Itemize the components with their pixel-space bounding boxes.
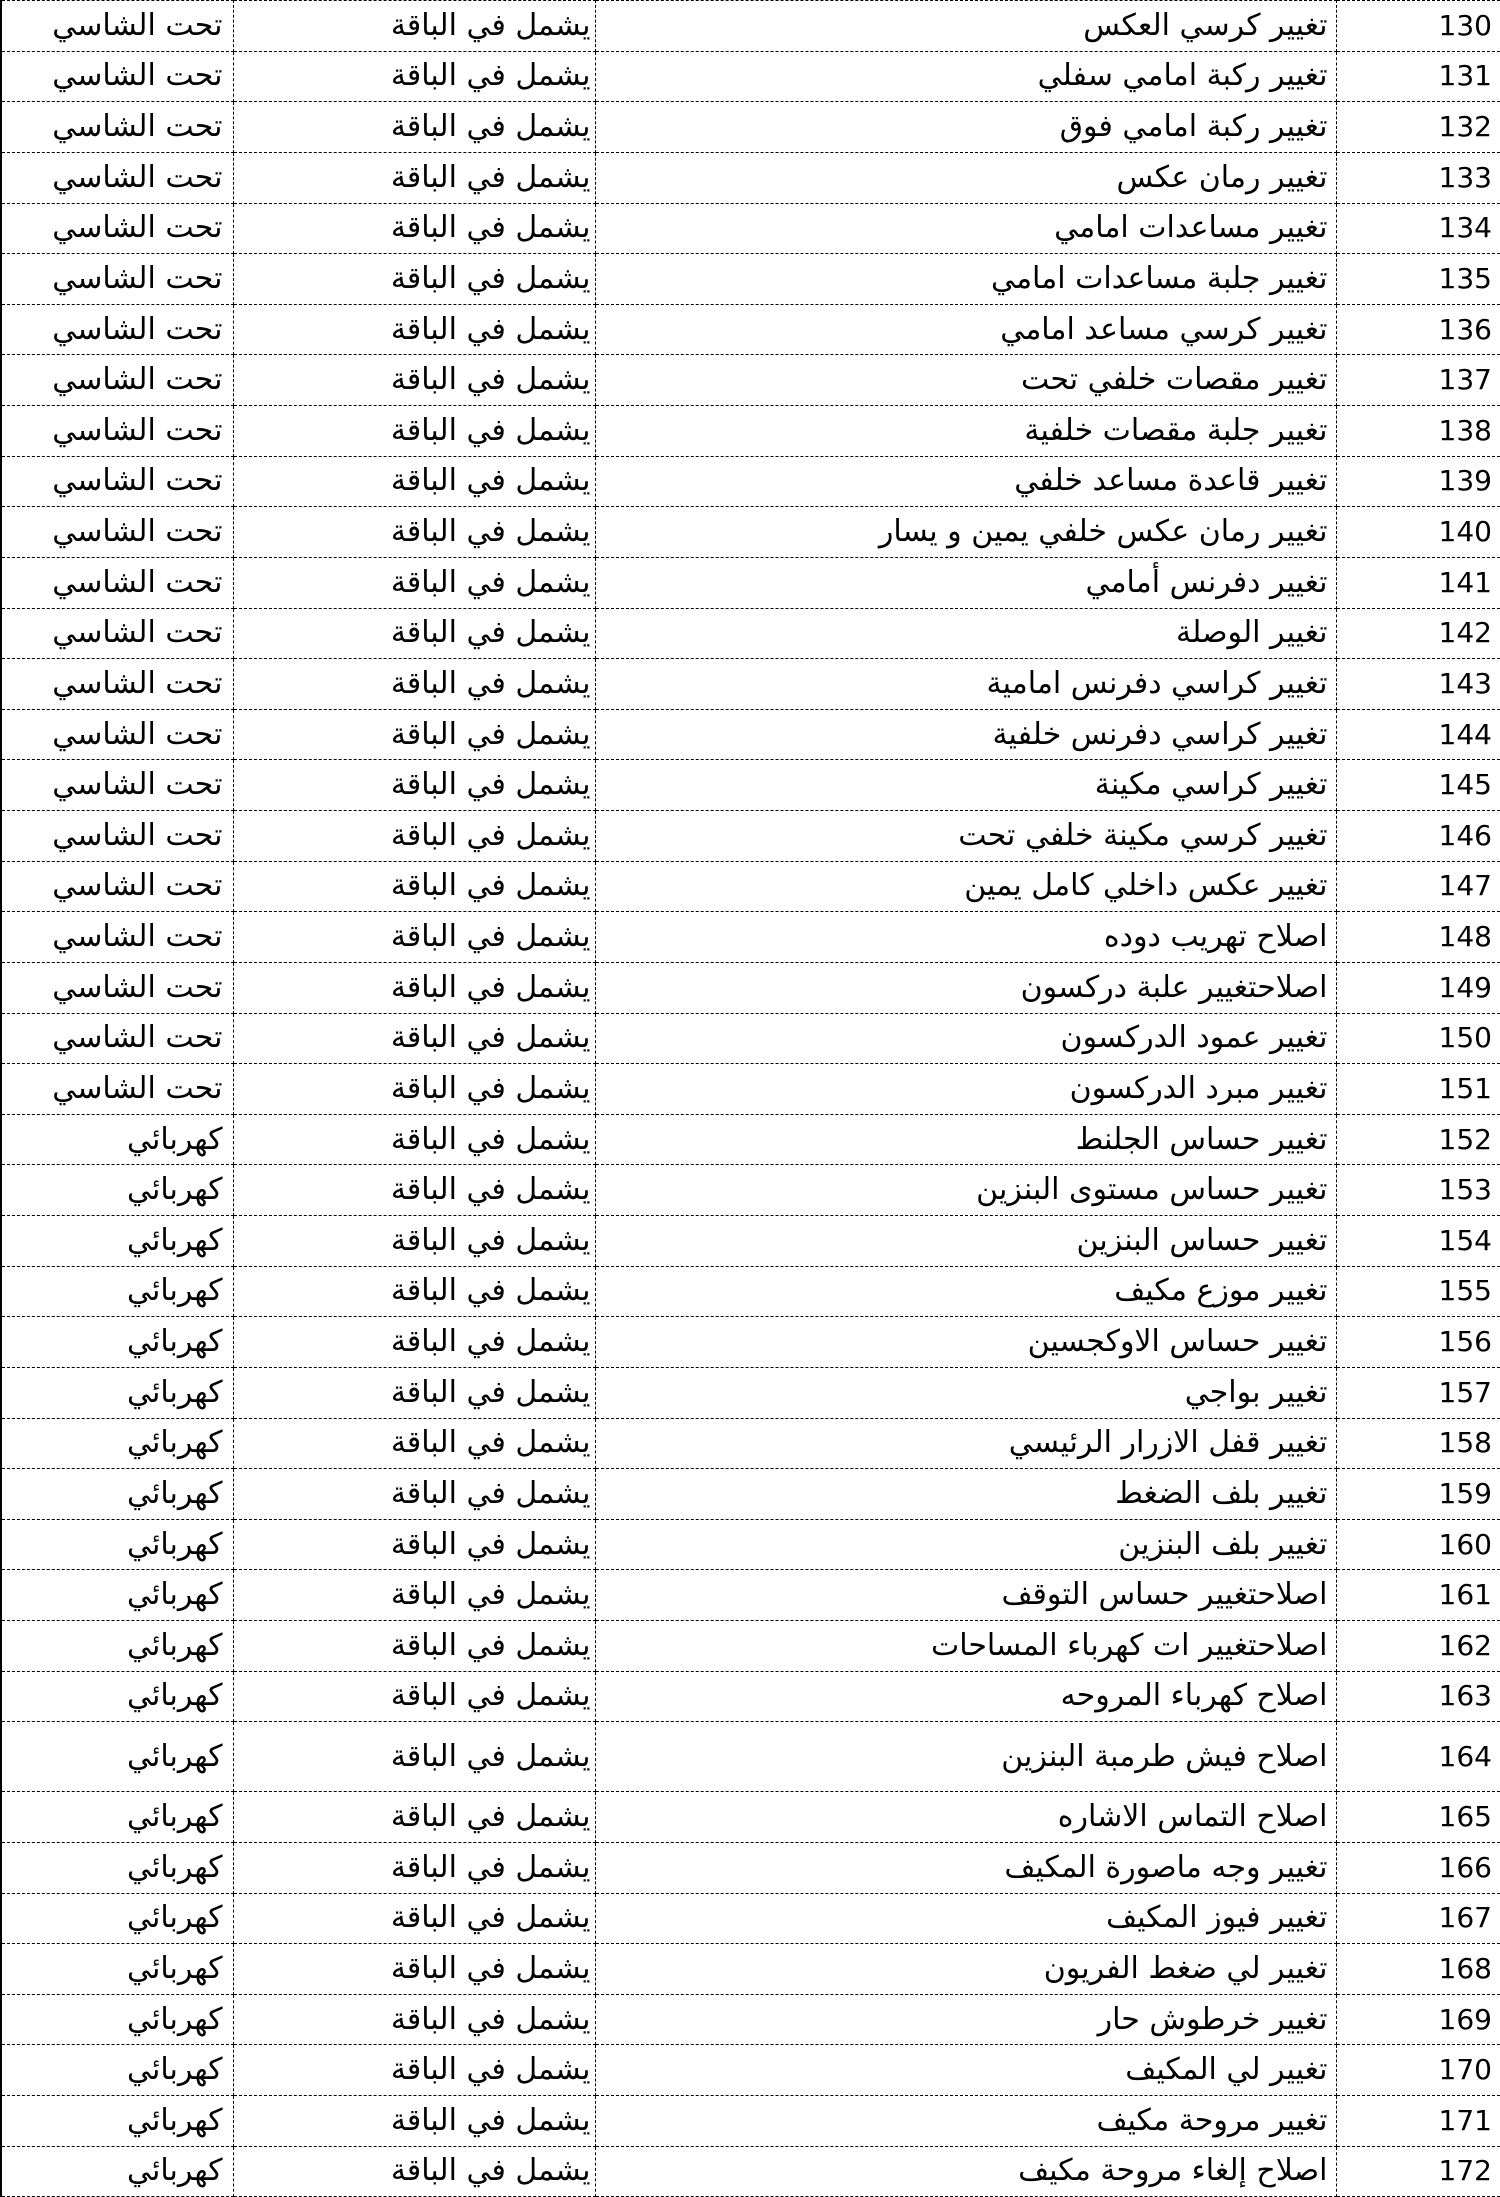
coverage-cell: يشمل في الباقة bbox=[233, 1893, 595, 1944]
service-cell: تغيير رمان عكس bbox=[595, 152, 1336, 203]
table-row bbox=[1, 2096, 1500, 2147]
table-row bbox=[1, 1519, 1500, 1570]
category-cell: تحت الشاسي bbox=[1, 709, 233, 760]
service-cell: اصلاحتغيير حساس التوقف bbox=[595, 1570, 1336, 1621]
category-cell: تحت الشاسي bbox=[1, 203, 233, 254]
category-cell: تحت الشاسي bbox=[1, 1013, 233, 1064]
table-row bbox=[1, 1317, 1500, 1368]
coverage-cell: يشمل في الباقة bbox=[233, 1792, 595, 1843]
coverage-cell: يشمل في الباقة bbox=[233, 507, 595, 558]
coverage-cell: يشمل في الباقة bbox=[233, 709, 595, 760]
coverage-cell: يشمل في الباقة bbox=[233, 861, 595, 912]
row-number-cell: 167 bbox=[1336, 1893, 1500, 1944]
table-row bbox=[1, 1621, 1500, 1672]
category-cell: تحت الشاسي bbox=[1, 355, 233, 406]
coverage-cell: يشمل في الباقة bbox=[233, 557, 595, 608]
row-number-cell: 132 bbox=[1336, 102, 1500, 153]
coverage-cell: يشمل في الباقة bbox=[233, 254, 595, 305]
coverage-cell: يشمل في الباقة bbox=[233, 1013, 595, 1064]
table-row bbox=[1, 1, 1500, 52]
category-cell: كهربائي bbox=[1, 1114, 233, 1165]
service-cell: تغيير مساعدات امامي bbox=[595, 203, 1336, 254]
service-cell: تغيير مقصات خلفي تحت bbox=[595, 355, 1336, 406]
table-row bbox=[1, 912, 1500, 963]
category-cell: تحت الشاسي bbox=[1, 962, 233, 1013]
service-cell: تغيير كرسي مساعد امامي bbox=[595, 304, 1336, 355]
row-number-cell: 139 bbox=[1336, 456, 1500, 507]
category-cell: كهربائي bbox=[1, 1792, 233, 1843]
table-row bbox=[1, 102, 1500, 153]
table-row bbox=[1, 811, 1500, 862]
service-cell: تغيير رمان عكس خلفي يمين و يسار bbox=[595, 507, 1336, 558]
service-cell: اصلاح كهرباء المروحه bbox=[595, 1671, 1336, 1722]
table-row bbox=[1, 1013, 1500, 1064]
coverage-cell: يشمل في الباقة bbox=[233, 1064, 595, 1115]
row-number-cell: 138 bbox=[1336, 406, 1500, 457]
service-cell: اصلاح فيش طرمبة البنزين bbox=[595, 1722, 1336, 1792]
service-cell: تغيير حساس الاوكجسين bbox=[595, 1317, 1336, 1368]
row-number-cell: 158 bbox=[1336, 1418, 1500, 1469]
coverage-cell: يشمل في الباقة bbox=[233, 1266, 595, 1317]
service-cell: اصلاح التماس الاشاره bbox=[595, 1792, 1336, 1843]
table-row bbox=[1, 456, 1500, 507]
service-cell: تغيير حساس مستوى البنزين bbox=[595, 1165, 1336, 1216]
service-cell: تغيير عكس داخلي كامل يمين bbox=[595, 861, 1336, 912]
category-cell: كهربائي bbox=[1, 1722, 233, 1792]
service-cell: تغيير فيوز المكيف bbox=[595, 1893, 1336, 1944]
table-row bbox=[1, 1893, 1500, 1944]
category-cell: تحت الشاسي bbox=[1, 456, 233, 507]
category-cell: كهربائي bbox=[1, 1266, 233, 1317]
row-number-cell: 146 bbox=[1336, 811, 1500, 862]
table-row bbox=[1, 1994, 1500, 2045]
table-row bbox=[1, 152, 1500, 203]
service-cell: تغيير حساس البنزين bbox=[595, 1216, 1336, 1267]
coverage-cell: يشمل في الباقة bbox=[233, 2146, 595, 2197]
coverage-cell: يشمل في الباقة bbox=[233, 1994, 595, 2045]
row-number-cell: 135 bbox=[1336, 254, 1500, 305]
service-cell: تغيير بواجي bbox=[595, 1367, 1336, 1418]
row-number-cell: 134 bbox=[1336, 203, 1500, 254]
row-number-cell: 164 bbox=[1336, 1722, 1500, 1792]
service-cell: تغيير كراسي مكينة bbox=[595, 760, 1336, 811]
category-cell: تحت الشاسي bbox=[1, 861, 233, 912]
service-cell: اصلاح إلغاء مروحة مكيف bbox=[595, 2146, 1336, 2197]
coverage-cell: يشمل في الباقة bbox=[233, 1842, 595, 1893]
table-row bbox=[1, 2146, 1500, 2197]
category-cell: كهربائي bbox=[1, 1469, 233, 1520]
table-row bbox=[1, 861, 1500, 912]
row-number-cell: 172 bbox=[1336, 2146, 1500, 2197]
row-number-cell: 170 bbox=[1336, 2045, 1500, 2096]
coverage-cell: يشمل في الباقة bbox=[233, 1114, 595, 1165]
row-number-cell: 133 bbox=[1336, 152, 1500, 203]
row-number-cell: 145 bbox=[1336, 760, 1500, 811]
row-number-cell: 171 bbox=[1336, 2096, 1500, 2147]
category-cell: تحت الشاسي bbox=[1, 406, 233, 457]
row-number-cell: 153 bbox=[1336, 1165, 1500, 1216]
category-cell: كهربائي bbox=[1, 1621, 233, 1672]
category-cell: كهربائي bbox=[1, 1519, 233, 1570]
category-cell: تحت الشاسي bbox=[1, 760, 233, 811]
row-number-cell: 169 bbox=[1336, 1994, 1500, 2045]
category-cell: كهربائي bbox=[1, 1671, 233, 1722]
category-cell: تحت الشاسي bbox=[1, 304, 233, 355]
service-cell: تغيير الوصلة bbox=[595, 608, 1336, 659]
service-cell: تغيير مروحة مكيف bbox=[595, 2096, 1336, 2147]
coverage-cell: يشمل في الباقة bbox=[233, 1, 595, 52]
coverage-cell: يشمل في الباقة bbox=[233, 760, 595, 811]
service-cell: تغيير قفل الازرار الرئيسي bbox=[595, 1418, 1336, 1469]
row-number-cell: 143 bbox=[1336, 659, 1500, 710]
coverage-cell: يشمل في الباقة bbox=[233, 608, 595, 659]
row-number-cell: 142 bbox=[1336, 608, 1500, 659]
service-cell: تغيير كراسي دفرنس خلفية bbox=[595, 709, 1336, 760]
service-cell: تغيير وجه ماصورة المكيف bbox=[595, 1842, 1336, 1893]
coverage-cell: يشمل في الباقة bbox=[233, 1165, 595, 1216]
coverage-cell: يشمل في الباقة bbox=[233, 2096, 595, 2147]
service-cell: تغيير ركبة امامي فوق bbox=[595, 102, 1336, 153]
category-cell: كهربائي bbox=[1, 2146, 233, 2197]
coverage-cell: يشمل في الباقة bbox=[233, 355, 595, 406]
coverage-cell: يشمل في الباقة bbox=[233, 304, 595, 355]
row-number-cell: 156 bbox=[1336, 1317, 1500, 1368]
category-cell: تحت الشاسي bbox=[1, 659, 233, 710]
row-number-cell: 159 bbox=[1336, 1469, 1500, 1520]
table-row bbox=[1, 1944, 1500, 1995]
category-cell: كهربائي bbox=[1, 1994, 233, 2045]
service-cell: تغيير لي المكيف bbox=[595, 2045, 1336, 2096]
coverage-cell: يشمل في الباقة bbox=[233, 1621, 595, 1672]
category-cell: كهربائي bbox=[1, 1317, 233, 1368]
table-row bbox=[1, 1064, 1500, 1115]
service-cell: تغيير جلبة مساعدات امامي bbox=[595, 254, 1336, 305]
row-number-cell: 141 bbox=[1336, 557, 1500, 608]
category-cell: كهربائي bbox=[1, 1570, 233, 1621]
table-row bbox=[1, 355, 1500, 406]
coverage-cell: يشمل في الباقة bbox=[233, 1367, 595, 1418]
row-number-cell: 136 bbox=[1336, 304, 1500, 355]
table-row bbox=[1, 254, 1500, 305]
table-row bbox=[1, 760, 1500, 811]
table-row bbox=[1, 304, 1500, 355]
service-cell: اصلاحتغيير علبة دركسون bbox=[595, 962, 1336, 1013]
coverage-cell: يشمل في الباقة bbox=[233, 912, 595, 963]
service-cell: تغيير لي ضغط الفريون bbox=[595, 1944, 1336, 1995]
table-row bbox=[1, 962, 1500, 1013]
coverage-cell: يشمل في الباقة bbox=[233, 456, 595, 507]
row-number-cell: 151 bbox=[1336, 1064, 1500, 1115]
row-number-cell: 160 bbox=[1336, 1519, 1500, 1570]
table-row bbox=[1, 1722, 1500, 1792]
coverage-cell: يشمل في الباقة bbox=[233, 1519, 595, 1570]
table-row bbox=[1, 659, 1500, 710]
service-cell: تغيير حساس الجلنط bbox=[595, 1114, 1336, 1165]
table-row bbox=[1, 406, 1500, 457]
category-cell: كهربائي bbox=[1, 1842, 233, 1893]
table-row bbox=[1, 1842, 1500, 1893]
category-cell: كهربائي bbox=[1, 1418, 233, 1469]
table-row bbox=[1, 557, 1500, 608]
category-cell: تحت الشاسي bbox=[1, 254, 233, 305]
coverage-cell: يشمل في الباقة bbox=[233, 102, 595, 153]
service-cell: تغيير بلف الضغط bbox=[595, 1469, 1336, 1520]
service-cell: اصلاح تهريب دوده bbox=[595, 912, 1336, 963]
table-row bbox=[1, 507, 1500, 558]
service-cell: تغيير كرسي مكينة خلفي تحت bbox=[595, 811, 1336, 862]
coverage-cell: يشمل في الباقة bbox=[233, 1570, 595, 1621]
service-cell: تغيير كراسي دفرنس امامية bbox=[595, 659, 1336, 710]
table-row bbox=[1, 1367, 1500, 1418]
service-cell: تغيير مبرد الدركسون bbox=[595, 1064, 1336, 1115]
category-cell: تحت الشاسي bbox=[1, 912, 233, 963]
category-cell: كهربائي bbox=[1, 1216, 233, 1267]
service-cell: تغيير قاعدة مساعد خلفي bbox=[595, 456, 1336, 507]
row-number-cell: 147 bbox=[1336, 861, 1500, 912]
category-cell: تحت الشاسي bbox=[1, 152, 233, 203]
category-cell: كهربائي bbox=[1, 2045, 233, 2096]
row-number-cell: 166 bbox=[1336, 1842, 1500, 1893]
row-number-cell: 163 bbox=[1336, 1671, 1500, 1722]
services-table-body bbox=[1, 1, 1500, 2197]
coverage-cell: يشمل في الباقة bbox=[233, 811, 595, 862]
category-cell: تحت الشاسي bbox=[1, 811, 233, 862]
category-cell: كهربائي bbox=[1, 2096, 233, 2147]
service-cell: تغيير عمود الدركسون bbox=[595, 1013, 1336, 1064]
table-row bbox=[1, 1266, 1500, 1317]
row-number-cell: 157 bbox=[1336, 1367, 1500, 1418]
table-row bbox=[1, 51, 1500, 102]
category-cell: كهربائي bbox=[1, 1165, 233, 1216]
row-number-cell: 144 bbox=[1336, 709, 1500, 760]
category-cell: تحت الشاسي bbox=[1, 507, 233, 558]
category-cell: تحت الشاسي bbox=[1, 557, 233, 608]
service-cell: تغيير كرسي العكس bbox=[595, 1, 1336, 52]
coverage-cell: يشمل في الباقة bbox=[233, 51, 595, 102]
coverage-cell: يشمل في الباقة bbox=[233, 203, 595, 254]
row-number-cell: 165 bbox=[1336, 1792, 1500, 1843]
coverage-cell: يشمل في الباقة bbox=[233, 1671, 595, 1722]
row-number-cell: 130 bbox=[1336, 1, 1500, 52]
row-number-cell: 155 bbox=[1336, 1266, 1500, 1317]
coverage-cell: يشمل في الباقة bbox=[233, 1722, 595, 1792]
service-cell: تغيير جلبة مقصات خلفية bbox=[595, 406, 1336, 457]
coverage-cell: يشمل في الباقة bbox=[233, 962, 595, 1013]
table-row bbox=[1, 1216, 1500, 1267]
category-cell: كهربائي bbox=[1, 1944, 233, 1995]
coverage-cell: يشمل في الباقة bbox=[233, 1317, 595, 1368]
category-cell: تحت الشاسي bbox=[1, 51, 233, 102]
category-cell: تحت الشاسي bbox=[1, 1, 233, 52]
row-number-cell: 168 bbox=[1336, 1944, 1500, 1995]
category-cell: تحت الشاسي bbox=[1, 102, 233, 153]
category-cell: كهربائي bbox=[1, 1893, 233, 1944]
coverage-cell: يشمل في الباقة bbox=[233, 406, 595, 457]
row-number-cell: 161 bbox=[1336, 1570, 1500, 1621]
coverage-cell: يشمل في الباقة bbox=[233, 1418, 595, 1469]
table-row bbox=[1, 608, 1500, 659]
row-number-cell: 150 bbox=[1336, 1013, 1500, 1064]
category-cell: كهربائي bbox=[1, 1367, 233, 1418]
service-cell: تغيير خرطوش حار bbox=[595, 1994, 1336, 2045]
table-row bbox=[1, 1165, 1500, 1216]
service-cell: تغيير ركبة امامي سفلي bbox=[595, 51, 1336, 102]
row-number-cell: 148 bbox=[1336, 912, 1500, 963]
row-number-cell: 154 bbox=[1336, 1216, 1500, 1267]
row-number-cell: 152 bbox=[1336, 1114, 1500, 1165]
service-cell: اصلاحتغيير ات كهرباء المساحات bbox=[595, 1621, 1336, 1672]
service-cell: تغيير دفرنس أمامي bbox=[595, 557, 1336, 608]
row-number-cell: 162 bbox=[1336, 1621, 1500, 1672]
row-number-cell: 140 bbox=[1336, 507, 1500, 558]
table-row bbox=[1, 1671, 1500, 1722]
table-row bbox=[1, 709, 1500, 760]
row-number-cell: 131 bbox=[1336, 51, 1500, 102]
service-cell: تغيير موزع مكيف bbox=[595, 1266, 1336, 1317]
coverage-cell: يشمل في الباقة bbox=[233, 2045, 595, 2096]
row-number-cell: 149 bbox=[1336, 962, 1500, 1013]
table-row bbox=[1, 1418, 1500, 1469]
coverage-cell: يشمل في الباقة bbox=[233, 659, 595, 710]
coverage-cell: يشمل في الباقة bbox=[233, 1216, 595, 1267]
row-number-cell: 137 bbox=[1336, 355, 1500, 406]
category-cell: تحت الشاسي bbox=[1, 608, 233, 659]
table-row bbox=[1, 1570, 1500, 1621]
category-cell: تحت الشاسي bbox=[1, 1064, 233, 1115]
service-cell: تغيير بلف البنزين bbox=[595, 1519, 1336, 1570]
table-row bbox=[1, 203, 1500, 254]
table-row bbox=[1, 1469, 1500, 1520]
table-row bbox=[1, 1792, 1500, 1843]
table-row bbox=[1, 2045, 1500, 2096]
table-row bbox=[1, 1114, 1500, 1165]
coverage-cell: يشمل في الباقة bbox=[233, 1944, 595, 1995]
coverage-cell: يشمل في الباقة bbox=[233, 152, 595, 203]
coverage-cell: يشمل في الباقة bbox=[233, 1469, 595, 1520]
